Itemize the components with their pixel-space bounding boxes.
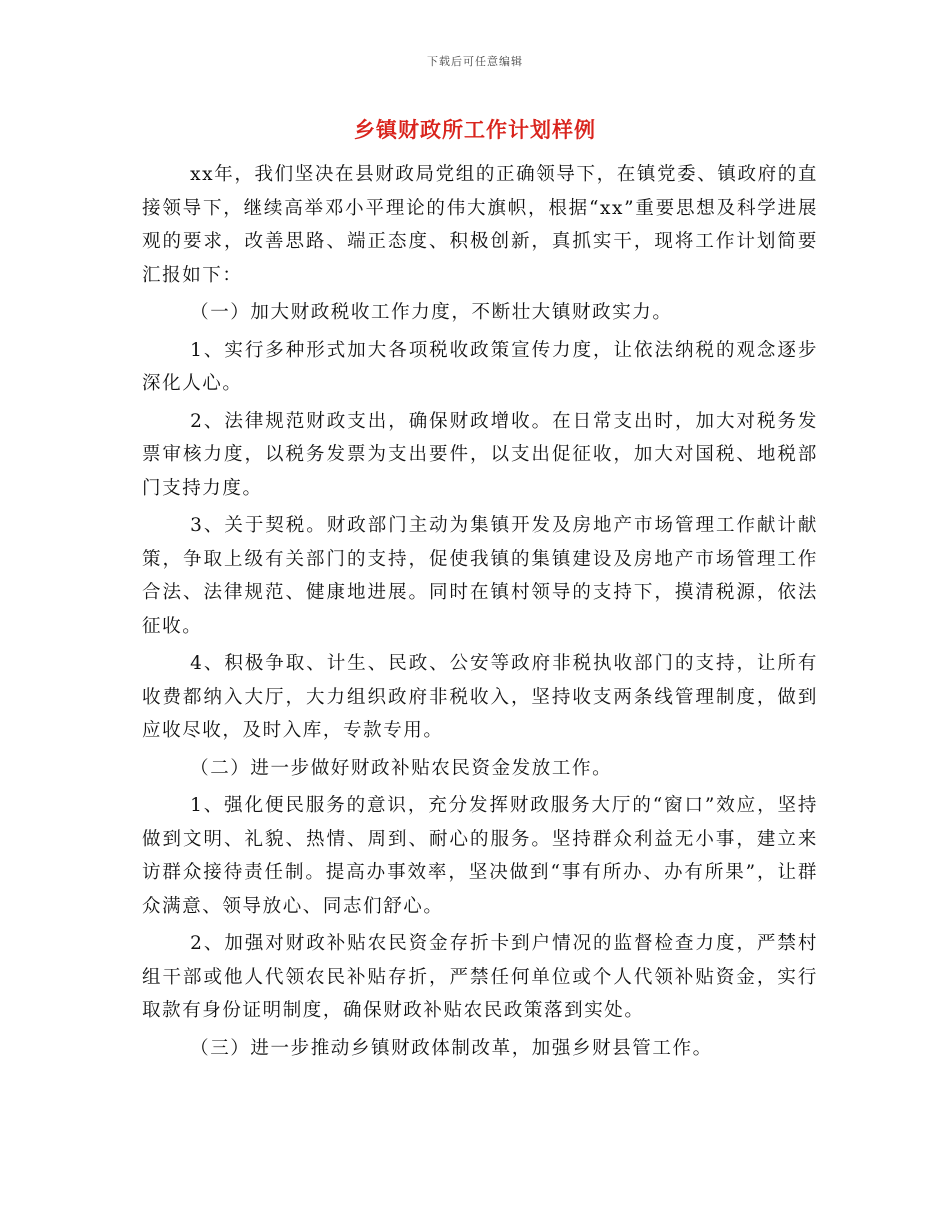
section-heading-1: （一）加大财政税收工作力度，不断壮大镇财政实力。 [190,302,673,323]
paragraph-item: 3、关于契税。财政部门主动为集镇开发及房地产市场管理工作献计献策，争取上级有关部门的支持，促使我镇的集镇建设及房地产市场管理工作合法、法律规范、健康地进展。同时在镇村领导的支持下，摸清税源，依法征收。 [142,515,818,637]
document-body [142,158,818,1069]
paragraph-item: 4、积极争取、计生、民政、公安等政府非税执收部门的支持，让所有收费都纳入大厅，大力组织政府非税收入，坚持收支两条线管理制度，做到应收尽收，及时入库，专款专用。 [142,653,818,741]
paragraph-intro: xx年，我们坚决在县财政局党组的正确领导下，在镇党委、镇政府的直接领导下，继续高举邓小平理论的伟大旗帜，根据“xx”重要思想及科学进展观的要求，改善思路、端正态度、积极创新，真抓实干，现将工作计划简要汇报如下： [142,164,818,286]
section-heading-3: （三）进一步推动乡镇财政体制改革，加强乡财县管工作。 [190,1037,713,1059]
paragraph-item: 1、实行多种形式加大各项税收政策宣传力度，让依法纳税的观念逐步深化人心。 [142,339,818,394]
paragraph-item: 2、加强对财政补贴农民资金存折卡到户情况的监督检查力度，严禁村组干部或他人代领农民补贴存折，严禁任何单位或个人代领补贴资金，实行取款有身份证明制度，确保财政补贴农民政策落到实处。 [142,933,818,1021]
section-heading-2: （二）进一步做好财政补贴农民资金发放工作。 [190,757,613,779]
paragraph-item: 1、强化便民服务的意识，充分发挥财政服务大厅的“窗口”效应，坚持做到文明、礼貌、热情、周到、耐心的服务。坚持群众利益无小事，建立来访群众接待责任制。提高办事效率，坚决做到“事有所办、办有所果”，让群众满意、领导放心、同志们舒心。 [142,795,818,917]
document-title: 乡镇财政所工作计划样例 [354,117,596,142]
paragraph-item: 2、法律规范财政支出，确保财政增收。在日常支出时，加大对税务发票审核力度，以税务发票为支出要件，以支出促征收，加大对国税、地税部门支持力度。 [142,410,818,499]
header-note: 下载后可任意编辑 [427,55,523,68]
